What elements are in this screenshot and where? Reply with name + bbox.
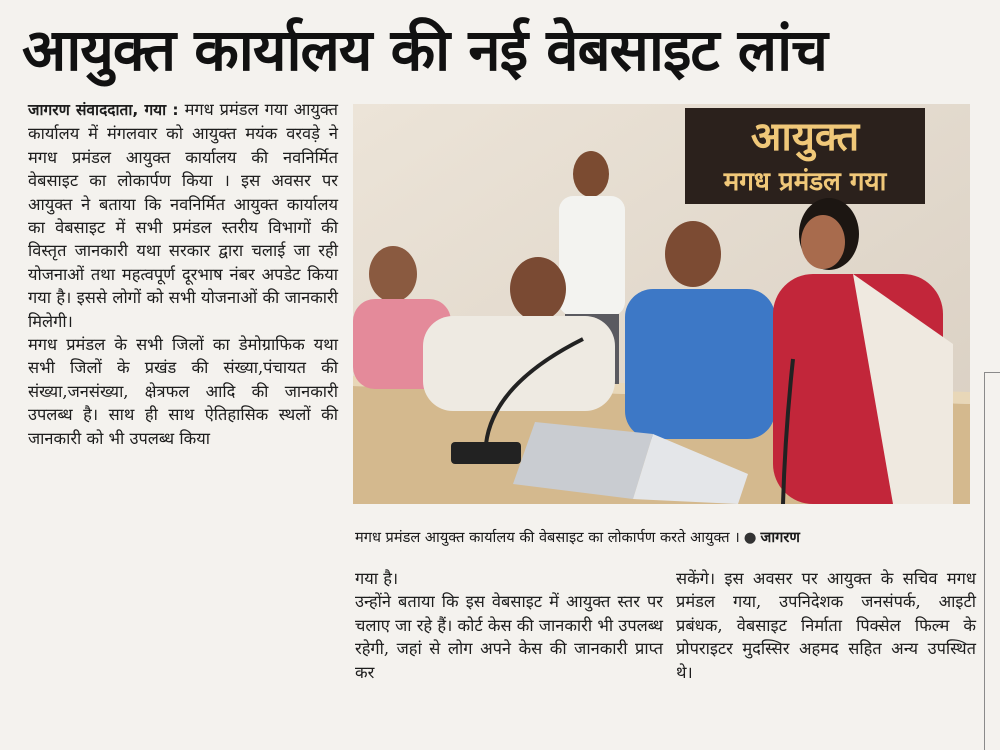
nameplate-line-2: मगध प्रमंडल गया — [723, 167, 887, 197]
article-paragraph — [28, 98, 338, 333]
caption-text: मगध प्रमंडल आयुक्त कार्यालय की वेबसाइट का लोकार्पण करते आयुक्त । — [355, 529, 740, 546]
caption-separator: ● — [743, 529, 757, 546]
photo-illustration — [353, 104, 970, 504]
headline: आयुक्त कार्यालय की नई वेबसाइट लांच — [22, 16, 827, 84]
person-left-head — [369, 246, 417, 302]
man-blue-head — [665, 221, 721, 287]
commissioner-head — [510, 257, 566, 321]
microphone-base — [451, 442, 521, 464]
article-text: मगध प्रमंडल गया आयुक्त कार्यालय में मंगलवार को आयुक्त मयंक वरवड़े ने मगध प्रमंडल आयुक्त कार्यालय की नवनिर्मित वेबसाइट का लोकार्पण किया । इस अवसर पर आयुक्त ने बताया कि नवनिर्मित आयुक्त कार्यालय का वेबसाइट में सभी प्रमंडल स्तरीय विभागों की विस्तृत जानकारी यथा सरकार द्वारा चलाई जा रही योजनाओं तथा महत्वपूर्ण दूरभाष नंबर अपडेट किया गया है। इससे लोगों को सभी योजनाओं की जानकारी मिलेगी। — [28, 100, 339, 331]
article-paragraph: उन्होंने बताया कि इस वेबसाइट में आयुक्त स्तर पर चलाए जा रहे हैं। कोर्ट केस की जानकारी भी उपलब्ध रहेगी, जहां से लोग अपने केस की जानकारी प्राप्त कर — [355, 592, 663, 682]
article-paragraph: सकेंगे। इस अवसर पर आयुक्त के सचिव मगध प्रमंडल गया, उपनिदेशक जनसंपर्क, आइटी प्रबंधक, वेबसाइट निर्माता पिक्सेल फिल्म के प्रोपराइटर मुदस्सिर अहमद सहित अन्य उपस्थित थे। — [676, 569, 976, 682]
nameplate-line-1: आयुक्त — [750, 114, 860, 160]
standing-man-head — [573, 151, 609, 197]
news-photo — [353, 104, 970, 504]
woman-face — [801, 215, 845, 269]
dateline: जागरण संवाददाता, गया : — [28, 101, 179, 119]
column-rule-top — [984, 372, 1000, 373]
article-column-3 — [676, 567, 976, 684]
article-paragraph: गया है। — [355, 569, 399, 588]
standing-man-shirt — [559, 196, 625, 316]
article-paragraph: मगध प्रमंडल के सभी जिलों का डेमोग्राफिक यथा सभी जिलों के प्रखंड की संख्या,पंचायत की संख्या,जनसंख्या, क्षेत्रफल आदि की जानकारी उपलब्ध है। साथ ही साथ ऐतिहासिक स्थलों की जानकारी को भी उपलब्ध किया — [28, 335, 338, 448]
commissioner-body — [423, 316, 615, 411]
photo-caption — [355, 526, 970, 550]
article-column-2 — [355, 567, 663, 684]
photo-credit: जागरण — [760, 529, 800, 546]
column-rule — [984, 372, 985, 750]
article-column-1 — [28, 98, 338, 450]
man-blue-shirt — [625, 289, 775, 439]
